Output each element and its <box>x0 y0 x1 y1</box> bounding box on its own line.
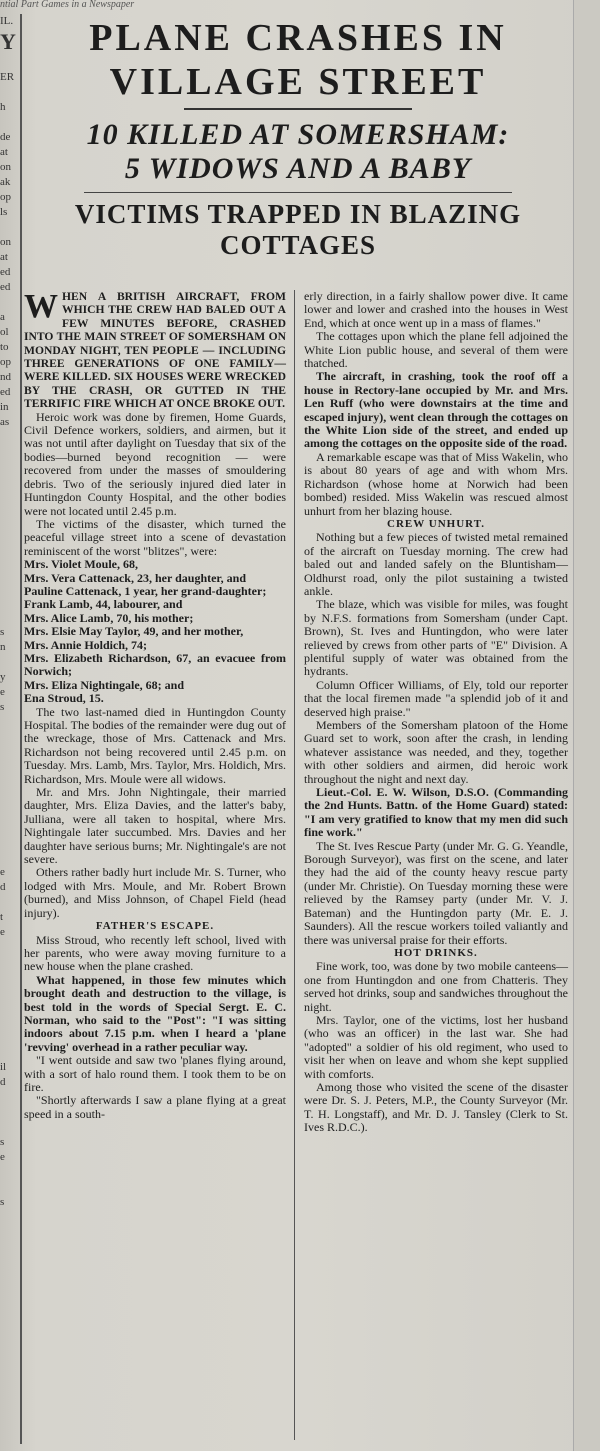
headline-line-1: PLANE CRASHES IN <box>89 17 507 59</box>
fragment-text: ed <box>0 386 11 398</box>
victim-name: Mrs. Vera Cattenack, 23, her daughter, and <box>24 570 247 585</box>
paragraph: The blaze, which was visible for miles, was fought by N.F.S. formations from Somersham (under Capt. Brown), St. Ives and Huntingdon, who were later relieved by crews from other parts of "E" Division. A plentiful supply of water was obtained from the hydrants. <box>304 597 568 679</box>
fragment-text: de <box>0 131 11 143</box>
paragraph: A remarkable escape was that of Miss Wakelin, who is about 80 years of age and with whom Mrs. Richardson (whose home at Norwich had been bombed) resided. Miss Wakelin was rescued almost unhurt from her blazing house. <box>304 449 568 518</box>
deck-line-1: VICTIMS TRAPPED IN BLAZING <box>74 199 522 229</box>
victim-name: Frank Lamb, 44, labourer, and <box>24 597 183 612</box>
victim-entry <box>24 572 286 585</box>
victim-entry <box>24 612 286 625</box>
fragment-text: s <box>0 1196 5 1208</box>
fragment-text: il <box>0 1061 7 1073</box>
fragment-text: e <box>0 866 5 878</box>
lead-paragraph <box>24 290 286 411</box>
victim-entry <box>24 625 286 638</box>
fragment-text <box>0 820 20 835</box>
fragment-text <box>0 535 20 550</box>
right-text-column <box>304 290 568 1135</box>
fragment-text: s <box>0 701 5 713</box>
fragment-text <box>0 715 20 730</box>
fragment-text <box>0 430 20 445</box>
paragraph: Others rather badly hurt include Mr. S. Turner, who lodged with Mrs. Moule, and Mr. Robert Brown (burned), and Miss Johnson, of Chapel Field (head injury). <box>24 865 286 920</box>
paragraph: Fine work, too, was done by two mobile canteens—one from Huntingdon and one from Chatteris. They served hot drinks, soup and sandwiches throughout the night. <box>304 959 568 1014</box>
article <box>24 14 572 1444</box>
victim-name: Mrs. Elizabeth Richardson, 67, an evacuee from Norwich; <box>24 650 286 679</box>
page-edge <box>573 0 600 1451</box>
fragment-text <box>0 655 20 670</box>
fragment-text <box>0 1210 20 1225</box>
fragment-text <box>0 520 20 535</box>
fragment-text <box>0 295 20 310</box>
fragment-text: e <box>0 686 5 698</box>
fragment-text <box>0 550 20 565</box>
fragment-text: on <box>0 161 11 173</box>
adjacent-column-fragments <box>0 14 22 1444</box>
fragment-text <box>0 1105 20 1120</box>
victim-entry <box>24 692 286 705</box>
column-rule <box>294 290 295 1440</box>
paragraph-bold: The aircraft, in crashing, took the roof off a house in Rectory-lane occupied by Mr. and Mrs. Len Ruff (who were downstairs at the time and escaped injury), went clean through the cottages on the White Lion side of the street, and ended up among the cottages on the opposite side of the road. <box>304 369 568 451</box>
paragraph-bold: What happened, in those few minutes which brought death and destruction to the village, is best told in the words of Special Sergt. E. C. Norman, who said to the "Post": "I was sitting indoors about 7.15 p.m. when I heard a 'plane 'revving' overhead in a rather peculiar way. <box>24 972 286 1054</box>
fragment-text: IL. <box>0 15 14 27</box>
paragraph-bold: Lieut.-Col. E. W. Wilson, D.S.O. (Commanding the 2nd Hunts. Battn. of the Home Guard) stated: "I am very gratified to know that my men did such fine work." <box>304 785 568 840</box>
victim-entry <box>24 558 286 571</box>
fragment-text: ed <box>0 281 11 293</box>
fragment-text: n <box>0 641 6 653</box>
fragment-text: d <box>0 1076 6 1088</box>
subheadline-1: 10 KILLED AT SOMERSHAM: <box>86 118 510 151</box>
fragment-text <box>0 850 20 865</box>
victim-entry <box>24 652 286 679</box>
victim-entry <box>24 585 286 598</box>
fragment-text <box>0 790 20 805</box>
fragment-text <box>0 460 20 475</box>
paragraph: erly direction, in a fairly shallow power dive. It came lower and lower and crashed into the houses in West End, which at once went up in a mass of flames." <box>304 289 568 330</box>
paragraph: Members of the Somersham platoon of the Home Guard set to work, soon after the crash, in lending whatever assistance was needed, and they, together with other soldiers and airmen, did heroic work throughout the night and next day. <box>304 718 568 786</box>
fragment-text: ER <box>0 71 15 83</box>
deck-line-2: COTTAGES <box>219 230 377 260</box>
fragment-text <box>0 745 20 760</box>
fragment-text <box>0 85 20 100</box>
fragment-text: ed <box>0 266 11 278</box>
fragment-text <box>0 55 20 70</box>
victim-name: Mrs. Alice Lamb, 70, his mother; <box>24 610 194 625</box>
fragment-text <box>0 445 20 460</box>
fragment-text: nd <box>0 371 11 383</box>
paragraph: The two last-named died in Huntingdon County Hospital. The bodies of the remainder were dug out of the wreckage, those of Mrs. Cattenack and Mrs. Richardson not being recovered until 2.45 p.m. on Tuesday. Mrs. Lamb, Mrs. Taylor, Mrs. Holdich, Mrs. Richardson, Mrs. Moule were all widows. <box>24 704 286 786</box>
paragraph: Mr. and Mrs. John Nightingale, their married daughter, Mrs. Eliza Davies, and the latter's baby, Julliana, were all taken to hospital, where Mrs. Nightingale later succumbed. Mrs. Davies and her daughter have serious burns; Mr. Nightingale's are not severe. <box>24 785 286 867</box>
fragment-text <box>0 505 20 520</box>
victim-name: Mrs. Elsie May Taylor, 49, and her mother, <box>24 624 244 639</box>
fragment-text: on <box>0 236 11 248</box>
victim-entry <box>24 679 286 692</box>
fragment-text <box>0 1030 20 1045</box>
fragment-text: at <box>0 146 8 158</box>
fragment-text: e <box>0 926 5 938</box>
victim-name: Ena Stroud, 15. <box>24 691 104 706</box>
lead-text: HEN A BRITISH AIRCRAFT, FROM WHICH THE CREW HAD BALED OUT A FEW MINUTES BEFORE, CRASHED INTO THE MAIN STREET OF SOMERSHAM ON MONDAY NIGHT, TEN PEOPLE — INCLUDING THREE GENERATIONS OF ONE FAMILY—WERE KILLED. SIX HOUSES WERE WRECKED BY THE CRASH, OR GUTTED IN THE TERRIFIC FIRE WHICH AT ONCE BROKE OUT. <box>24 290 286 411</box>
fragment-text <box>0 115 20 130</box>
victim-entry <box>24 598 286 611</box>
fragment-text: ls <box>0 206 8 218</box>
fragment-text <box>0 895 20 910</box>
fragment-text: h <box>0 101 6 113</box>
paragraph: Miss Stroud, who recently left school, lived with her parents, who were away moving furniture to a new house when the plane crashed. <box>24 932 286 974</box>
fragment-text <box>0 1000 20 1015</box>
victim-name: Mrs. Violet Moule, 68, <box>24 557 138 572</box>
fragment-text <box>0 970 20 985</box>
fragment-text <box>0 490 20 505</box>
fragment-text <box>0 595 20 610</box>
fragment-text <box>0 1090 20 1105</box>
fragment-text: Y <box>0 29 16 54</box>
paragraph: Heroic work was done by firemen, Home Guards, Civil Defence workers, soldiers, and airmen, but it was not until after daylight on Tuesday that six of the bodies—burned beyond recognition — were recovered from under the masses of smouldering debris. Two of the seriously injured died later in Huntingdon County Hospital, and the other bodies were not located until 2.45 p.m. <box>24 409 286 518</box>
victim-name: Pauline Cattenack, 1 year, her grand-daughter; <box>24 583 267 598</box>
fragment-text <box>0 1165 20 1180</box>
victim-entry <box>24 639 286 652</box>
fragment-text <box>0 565 20 580</box>
section-heading-fathers-escape: FATHER'S ESCAPE. <box>95 920 215 933</box>
paragraph: "I went outside and saw two 'planes flying around, with a sort of halo round them. I took them to be on fire. <box>24 1053 286 1094</box>
fragment-text <box>0 1045 20 1060</box>
fragment-text: s <box>0 626 5 638</box>
fragment-text: a <box>0 311 5 323</box>
victim-name: Mrs. Eliza Nightingale, 68; and <box>24 677 185 692</box>
fragment-text <box>0 1120 20 1135</box>
fragment-text: ak <box>0 176 11 188</box>
paragraph: Nothing but a few pieces of twisted metal remained of the aircraft on Tuesday morning. The crew had baled out and landed safely on the Bluntisham—Oldhurst road, only the pilot sustaining a twisted ankle. <box>304 530 568 598</box>
fragment-text <box>0 805 20 820</box>
left-text-column <box>24 290 286 1121</box>
victims-list <box>24 558 286 705</box>
paragraph: Column Officer Williams, of Ely, told our reporter that the local firemen made "a splendid job of it and deserved high praise." <box>304 677 568 719</box>
fragment-text <box>0 760 20 775</box>
fragment-text <box>0 220 20 235</box>
fragment-text <box>0 775 20 790</box>
section-heading-hot-drinks: HOT DRINKS. <box>394 946 478 959</box>
paragraph: Among those who visited the scene of the disaster were Dr. S. J. Peters, M.P., the County Surveyor (Mr. T. H. Longstaff), and Mr. D. J. Tansley (Clerk to St. Ives R.D.C.). <box>304 1079 568 1135</box>
fragment-text <box>0 475 20 490</box>
top-strip-text: ntial Part Games in a Newspaper <box>0 0 135 10</box>
fragment-text: d <box>0 881 6 893</box>
fragment-text: ol <box>0 326 9 338</box>
fragment-text: at <box>0 251 8 263</box>
fragment-text <box>0 1015 20 1030</box>
fragment-text: y <box>0 671 6 683</box>
fragment-text <box>0 730 20 745</box>
victim-name: Mrs. Annie Holdich, 74; <box>24 637 148 652</box>
fragment-text: op <box>0 191 11 203</box>
fragment-text <box>0 610 20 625</box>
subheadline-2: 5 WIDOWS AND A BABY <box>124 152 472 185</box>
fragment-text: to <box>0 341 9 353</box>
fragment-text: in <box>0 401 9 413</box>
paragraph: The cottages upon which the plane fell adjoined the White Lion public house, and several of them were thatched. <box>304 329 568 371</box>
fragment-text <box>0 580 20 595</box>
paragraph: Mrs. Taylor, one of the victims, lost her husband (who was an officer) in the last war. She had "adopted" a soldier of his old regiment, who used to visit her when on leave and whom she kept supplied with comforts. <box>304 1012 568 1081</box>
subheadline-divider <box>84 192 512 193</box>
paragraph: "Shortly afterwards I saw a plane flying at a great speed in a south- <box>24 1093 286 1121</box>
fragment-text: e <box>0 1151 5 1163</box>
fragment-text <box>0 955 20 970</box>
fragment-text: s <box>0 1136 5 1148</box>
headline-line-2: VILLAGE STREET <box>109 61 487 103</box>
fragment-text <box>0 940 20 955</box>
paragraph: The victims of the disaster, which turned the peaceful village street into a scene of devastation reminiscent of the worst "blitzes", were: <box>24 516 286 558</box>
fragment-text <box>0 1180 20 1195</box>
drop-cap: W <box>24 288 58 325</box>
fragment-text <box>0 835 20 850</box>
fragment-text: op <box>0 356 11 368</box>
headline-divider <box>184 108 412 110</box>
fragment-text: t <box>0 911 4 923</box>
section-heading-crew-unhurt: CREW UNHURT. <box>387 517 485 530</box>
fragment-text <box>0 1225 20 1240</box>
fragment-text <box>0 985 20 1000</box>
paragraph: The St. Ives Rescue Party (under Mr. G. G. Yeandle, Borough Surveyor), was first on the scene, and later they had the aid of the county heavy rescue party (under Mr. Christie). On Tuesday morning these were relieved by the Ramsey party (under Mr. V. J. Bateman) and the Huntingdon party (Mr. E. J. Saunders). All the rescue workers toiled valiantly and there was universal praise for their efforts. <box>304 838 568 947</box>
fragment-text: as <box>0 416 10 428</box>
